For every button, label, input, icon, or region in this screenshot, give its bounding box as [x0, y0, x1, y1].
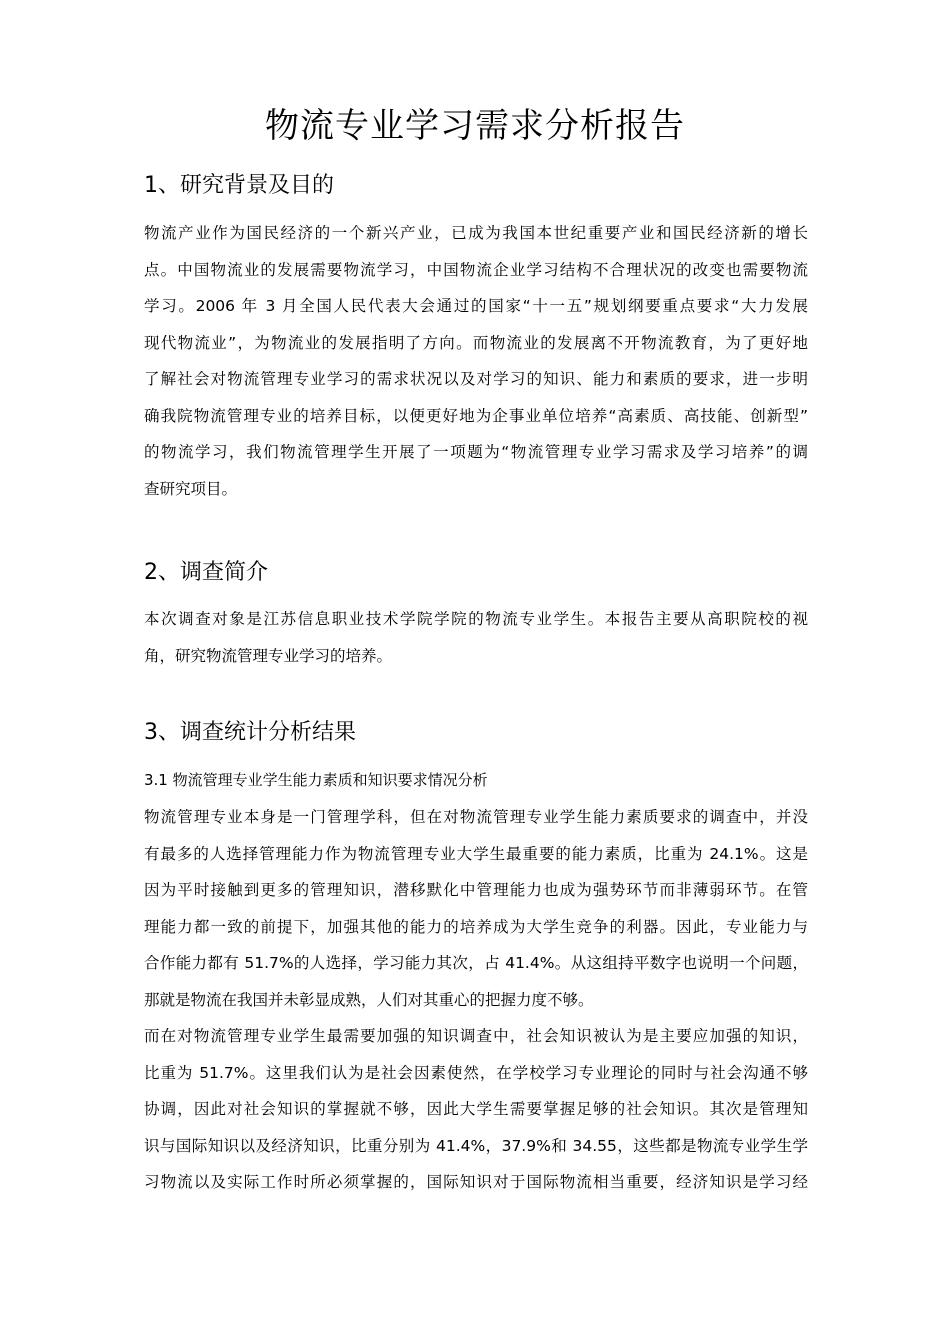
paragraph-line: 那就是物流在我国并未彰显成熟，人们对其重心的把握力度不够。: [144, 990, 594, 1009]
section-3-paragraph-1: [144, 799, 808, 1018]
paragraph-line: 合作能力都有 51.7%的人选择，学习能力其次，占 41.4%。从这组持平数字也说明一个问题，: [144, 954, 808, 972]
paragraph-line: 因为平时接触到更多的管理知识，潜移默化中管理能力也成为强势环节而非薄弱环节。在管: [144, 881, 808, 899]
paragraph-line: 习物流以及实际工作时所必须掌握的，国际知识对于国际物流相当重要，经济知识是学习经: [144, 1173, 808, 1191]
paragraph-line: 现代物流业”，为物流业的发展指明了方向。而物流业的发展离不开物流教育，为了更好地: [144, 333, 808, 352]
paragraph-line: 查研究项目。: [144, 479, 238, 498]
paragraph-line: 点。中国物流业的发展需要物流学习，中国物流企业学习结构不合理状况的改变也需要物流: [144, 260, 808, 279]
paragraph-line: 本次调查对象是江苏信息职业技术学院学院的物流专业学生。本报告主要从高职院校的视: [144, 610, 808, 628]
paragraph-line: 而在对物流管理专业学生最需要加强的知识调查中，社会知识被认为是主要应加强的知识，: [144, 1027, 808, 1045]
paragraph-line: 理能力都一致的前提下，加强其他的能力的培养成为大学生竞争的利器。因此，专业能力与: [144, 917, 808, 936]
section-2-paragraph: [144, 601, 808, 674]
section-1-paragraph: [144, 215, 808, 507]
paragraph-line: 有最多的人选择管理能力作为物流管理专业大学生最重要的能力素质，比重为 24.1%。这是: [144, 844, 808, 863]
subsection-3-1-heading: 3.1 物流管理专业学生能力素质和知识要求情况分析: [144, 771, 488, 789]
section-2-heading: 2、调查简介: [144, 560, 268, 585]
paragraph-line: 协调，因此对社会知识的掌握就不够，因此大学生需要掌握足够的社会知识。其次是管理知: [144, 1100, 808, 1118]
section-3-paragraph-2: [144, 1018, 808, 1201]
paragraph-line: 角，研究物流管理专业学习的培养。: [144, 646, 393, 665]
paragraph-line: 了解社会对物流管理专业学习的需求状况以及对学习的知识、能力和素质的要求，进一步明: [144, 370, 808, 388]
paragraph-line: 识与国际知识以及经济知识，比重分别为 41.4%，37.9%和 34.55，这些都是物流专业学生学: [144, 1136, 808, 1155]
paragraph-line: 学习。2006 年 3 月全国人民代表大会通过的国家“十一五”规划纲要重点要求“大力发展: [144, 297, 808, 315]
paragraph-line: 物流产业作为国民经济的一个新兴产业，已成为我国本世纪重要产业和国民经济新的增长: [144, 224, 808, 242]
paragraph-line: 物流管理专业本身是一门管理学科，但在对物流管理专业学生能力素质要求的调查中，并没: [144, 808, 808, 826]
section-3-heading: 3、调查统计分析结果: [144, 720, 356, 745]
document-title: 物流专业学习需求分析报告: [265, 106, 685, 146]
section-1-heading: 1、研究背景及目的: [144, 173, 334, 198]
paragraph-line: 的物流学习，我们物流管理学生开展了一项题为“物流管理专业学习需求及学习培养”的调: [144, 443, 808, 461]
paragraph-line: 比重为 51.7%。这里我们认为是社会因素使然，在学校学习专业理论的同时与社会沟通不够: [144, 1063, 808, 1082]
paragraph-line: 确我院物流管理专业的培养目标，以便更好地为企事业单位培养“高素质、高技能、创新型”: [144, 406, 808, 425]
